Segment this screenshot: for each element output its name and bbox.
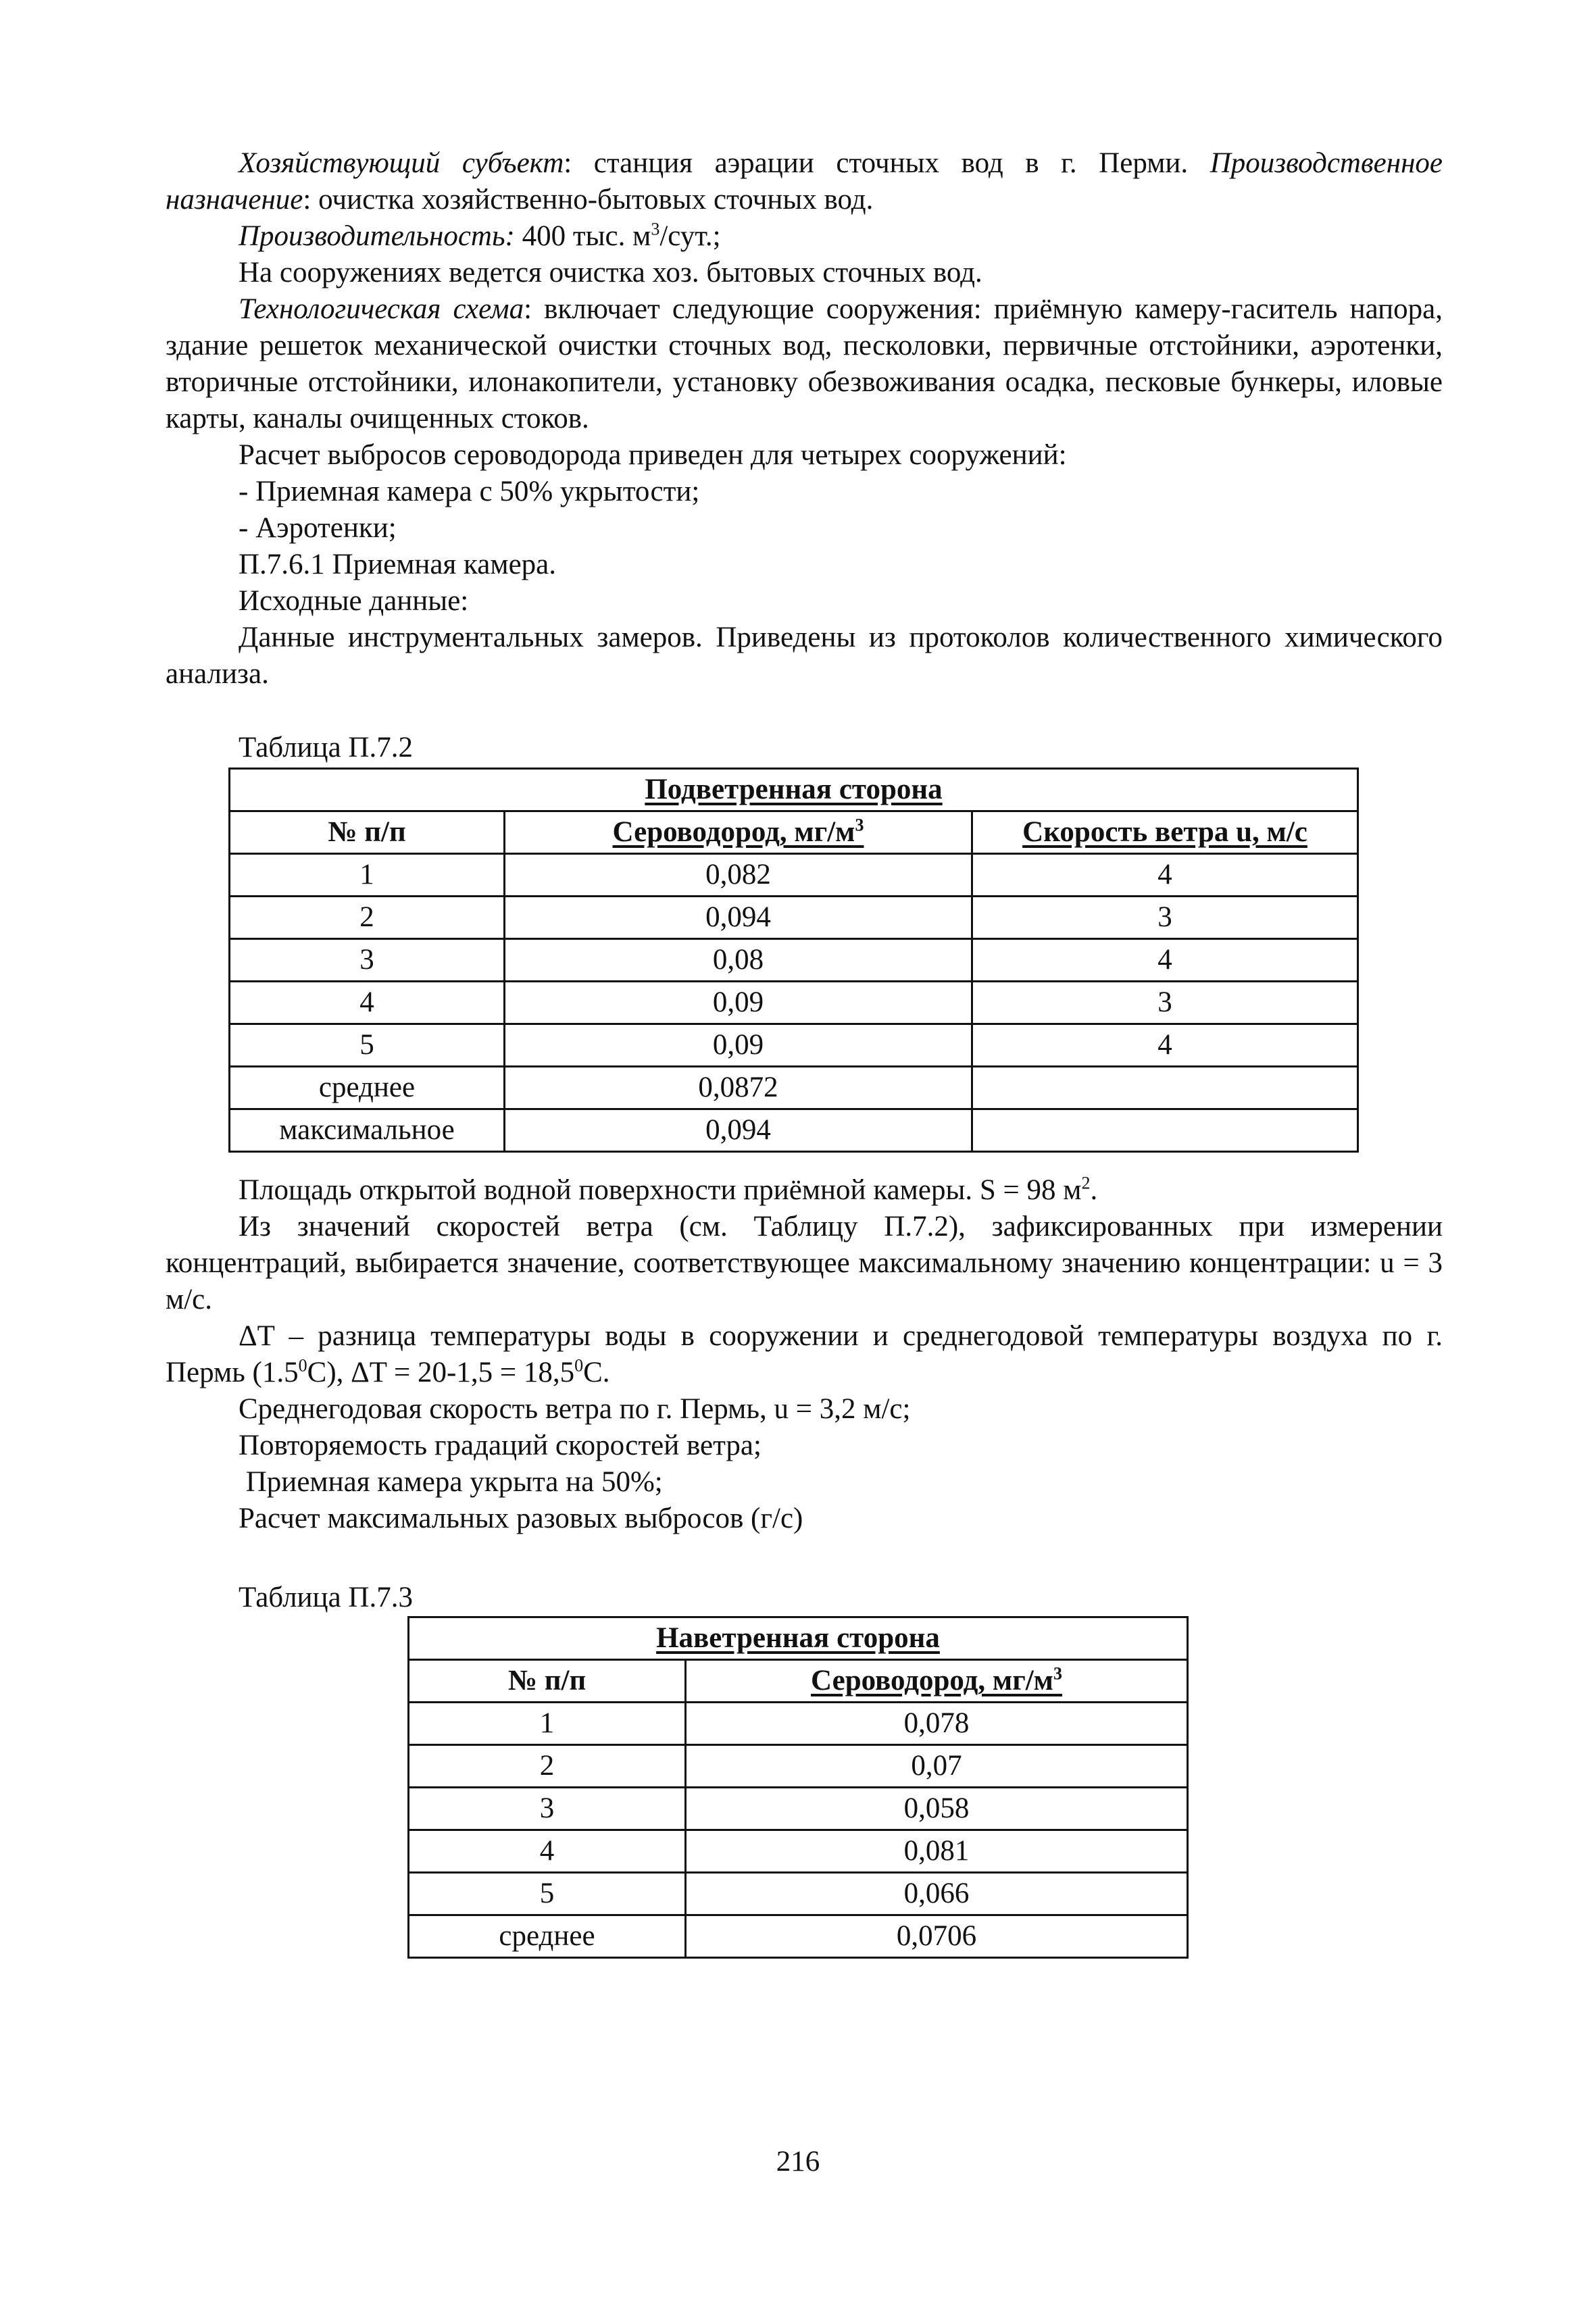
col-header-num: № п/п — [230, 811, 505, 854]
paragraph-covered: Приемная камера укрыта на 50%; — [239, 1466, 663, 1498]
table-header-row — [230, 811, 1358, 854]
paragraph-measurements: Данные инструментальных замеров. Приведены из протоколов количественного химического анализа. — [166, 622, 1443, 690]
section-heading: П.7.6.1 Приемная камера. — [239, 549, 556, 580]
paragraph-delta-t: ΔT – разница температуры воды в сооружении и среднегодовой температуры воздуха по г. Пермь $(1.5^0С)$, $\Delta T = 20-1,5 = 18,5^0С$. — [166, 1320, 1443, 1388]
intro-section — [166, 145, 1443, 693]
table-row — [230, 769, 1358, 811]
paragraph-wind-choice: Из значений скоростей ветра (см. Таблицу П.7.2), зафиксированных при измерении концентраций, выбирается значение, соответствующее максимальному значению концентрации: u = 3 м/с. — [166, 1211, 1443, 1315]
table-row-average: среднее 0,0872 — [230, 1067, 1358, 1109]
list-item-receiving: - Приемная камера с 50% укрытости; — [239, 476, 700, 507]
paragraph-capacity: Производительность: 400 тыс. $м^3$/сут.; — [239, 219, 721, 252]
table-row: 2 0,094 3 — [230, 897, 1358, 939]
table-row: 1 0,082 4 — [230, 854, 1358, 897]
paragraph-calc-intro: Расчет выбросов сероводорода приведен для четырех сооружений: — [239, 439, 1067, 471]
group-header: Подветренная сторона — [230, 769, 1358, 811]
table-row: 2 0,07 — [409, 1745, 1188, 1788]
col-header-wind: Скорость ветра u, м/с — [972, 811, 1358, 854]
paragraph-scheme: Технологическая схема: включает следующие сооружения: приёмную камеру-гаситель напора, здание решеток механической очистки сточных вод, песколовки, первичные отстойники, аэротенки, вторичные отстойники, илонакопители, установку обезвоживания осадка, песковые бункеры, иловые карты, каналы очищенных стоков. — [166, 293, 1443, 434]
group-header: Наветренная сторона — [409, 1617, 1188, 1660]
paragraph-initial-data: Исходные данные: — [239, 585, 469, 617]
table-row: 4 0,09 3 — [230, 982, 1358, 1024]
col-header-h2s: Сероводород, $мг/м^3$ — [505, 811, 972, 854]
paragraph-gradations: Повторяемость градаций скоростей ветра; — [239, 1430, 762, 1461]
table-row: 3 0,058 — [409, 1788, 1188, 1830]
table1-caption: Таблица П.7.2 — [239, 732, 413, 763]
table-row — [409, 1617, 1188, 1660]
paragraph-treatment: На сооружениях ведется очистка хоз. бытовых сточных вод. — [239, 257, 982, 288]
table-row: 5 0,09 4 — [230, 1024, 1358, 1067]
table-row: 4 0,081 — [409, 1830, 1188, 1873]
calculation-section — [166, 1172, 1443, 1537]
col-header-h2s: Сероводород, $мг/м^3$ — [686, 1660, 1188, 1703]
paragraph-max-emissions: Расчет максимальных разовых выбросов (г/с) — [239, 1503, 803, 1534]
page-number: 216 — [776, 2146, 820, 2178]
table-header-row — [409, 1660, 1188, 1703]
table2-caption: Таблица П.7.3 — [239, 1582, 413, 1613]
table-row: 5 0,066 — [409, 1873, 1188, 1915]
paragraph-entity: Хозяйствующий субъект: станция аэрации сточных вод в г. Перми. Производственное назначение: очистка хозяйственно-бытовых сточных вод. — [166, 147, 1443, 216]
paragraph-area: Площадь открытой водной поверхности приёмной камеры. S = 98 $м^2$. — [239, 1173, 1098, 1206]
col-header-num: № п/п — [409, 1660, 686, 1703]
list-item-aerotanks: - Аэротенки; — [239, 512, 397, 544]
paragraph-avg-wind: Среднегодовая скорость ветра по г. Пермь, u = 3,2 м/с; — [239, 1393, 911, 1425]
table-windward — [407, 1616, 1189, 1959]
table-leeward — [228, 768, 1359, 1153]
table-row-average: среднее 0,0706 — [409, 1915, 1188, 1958]
table-row: 1 0,078 — [409, 1703, 1188, 1745]
table-row: 3 0,08 4 — [230, 939, 1358, 982]
table-row-maximum: максимальное 0,094 — [230, 1109, 1358, 1152]
